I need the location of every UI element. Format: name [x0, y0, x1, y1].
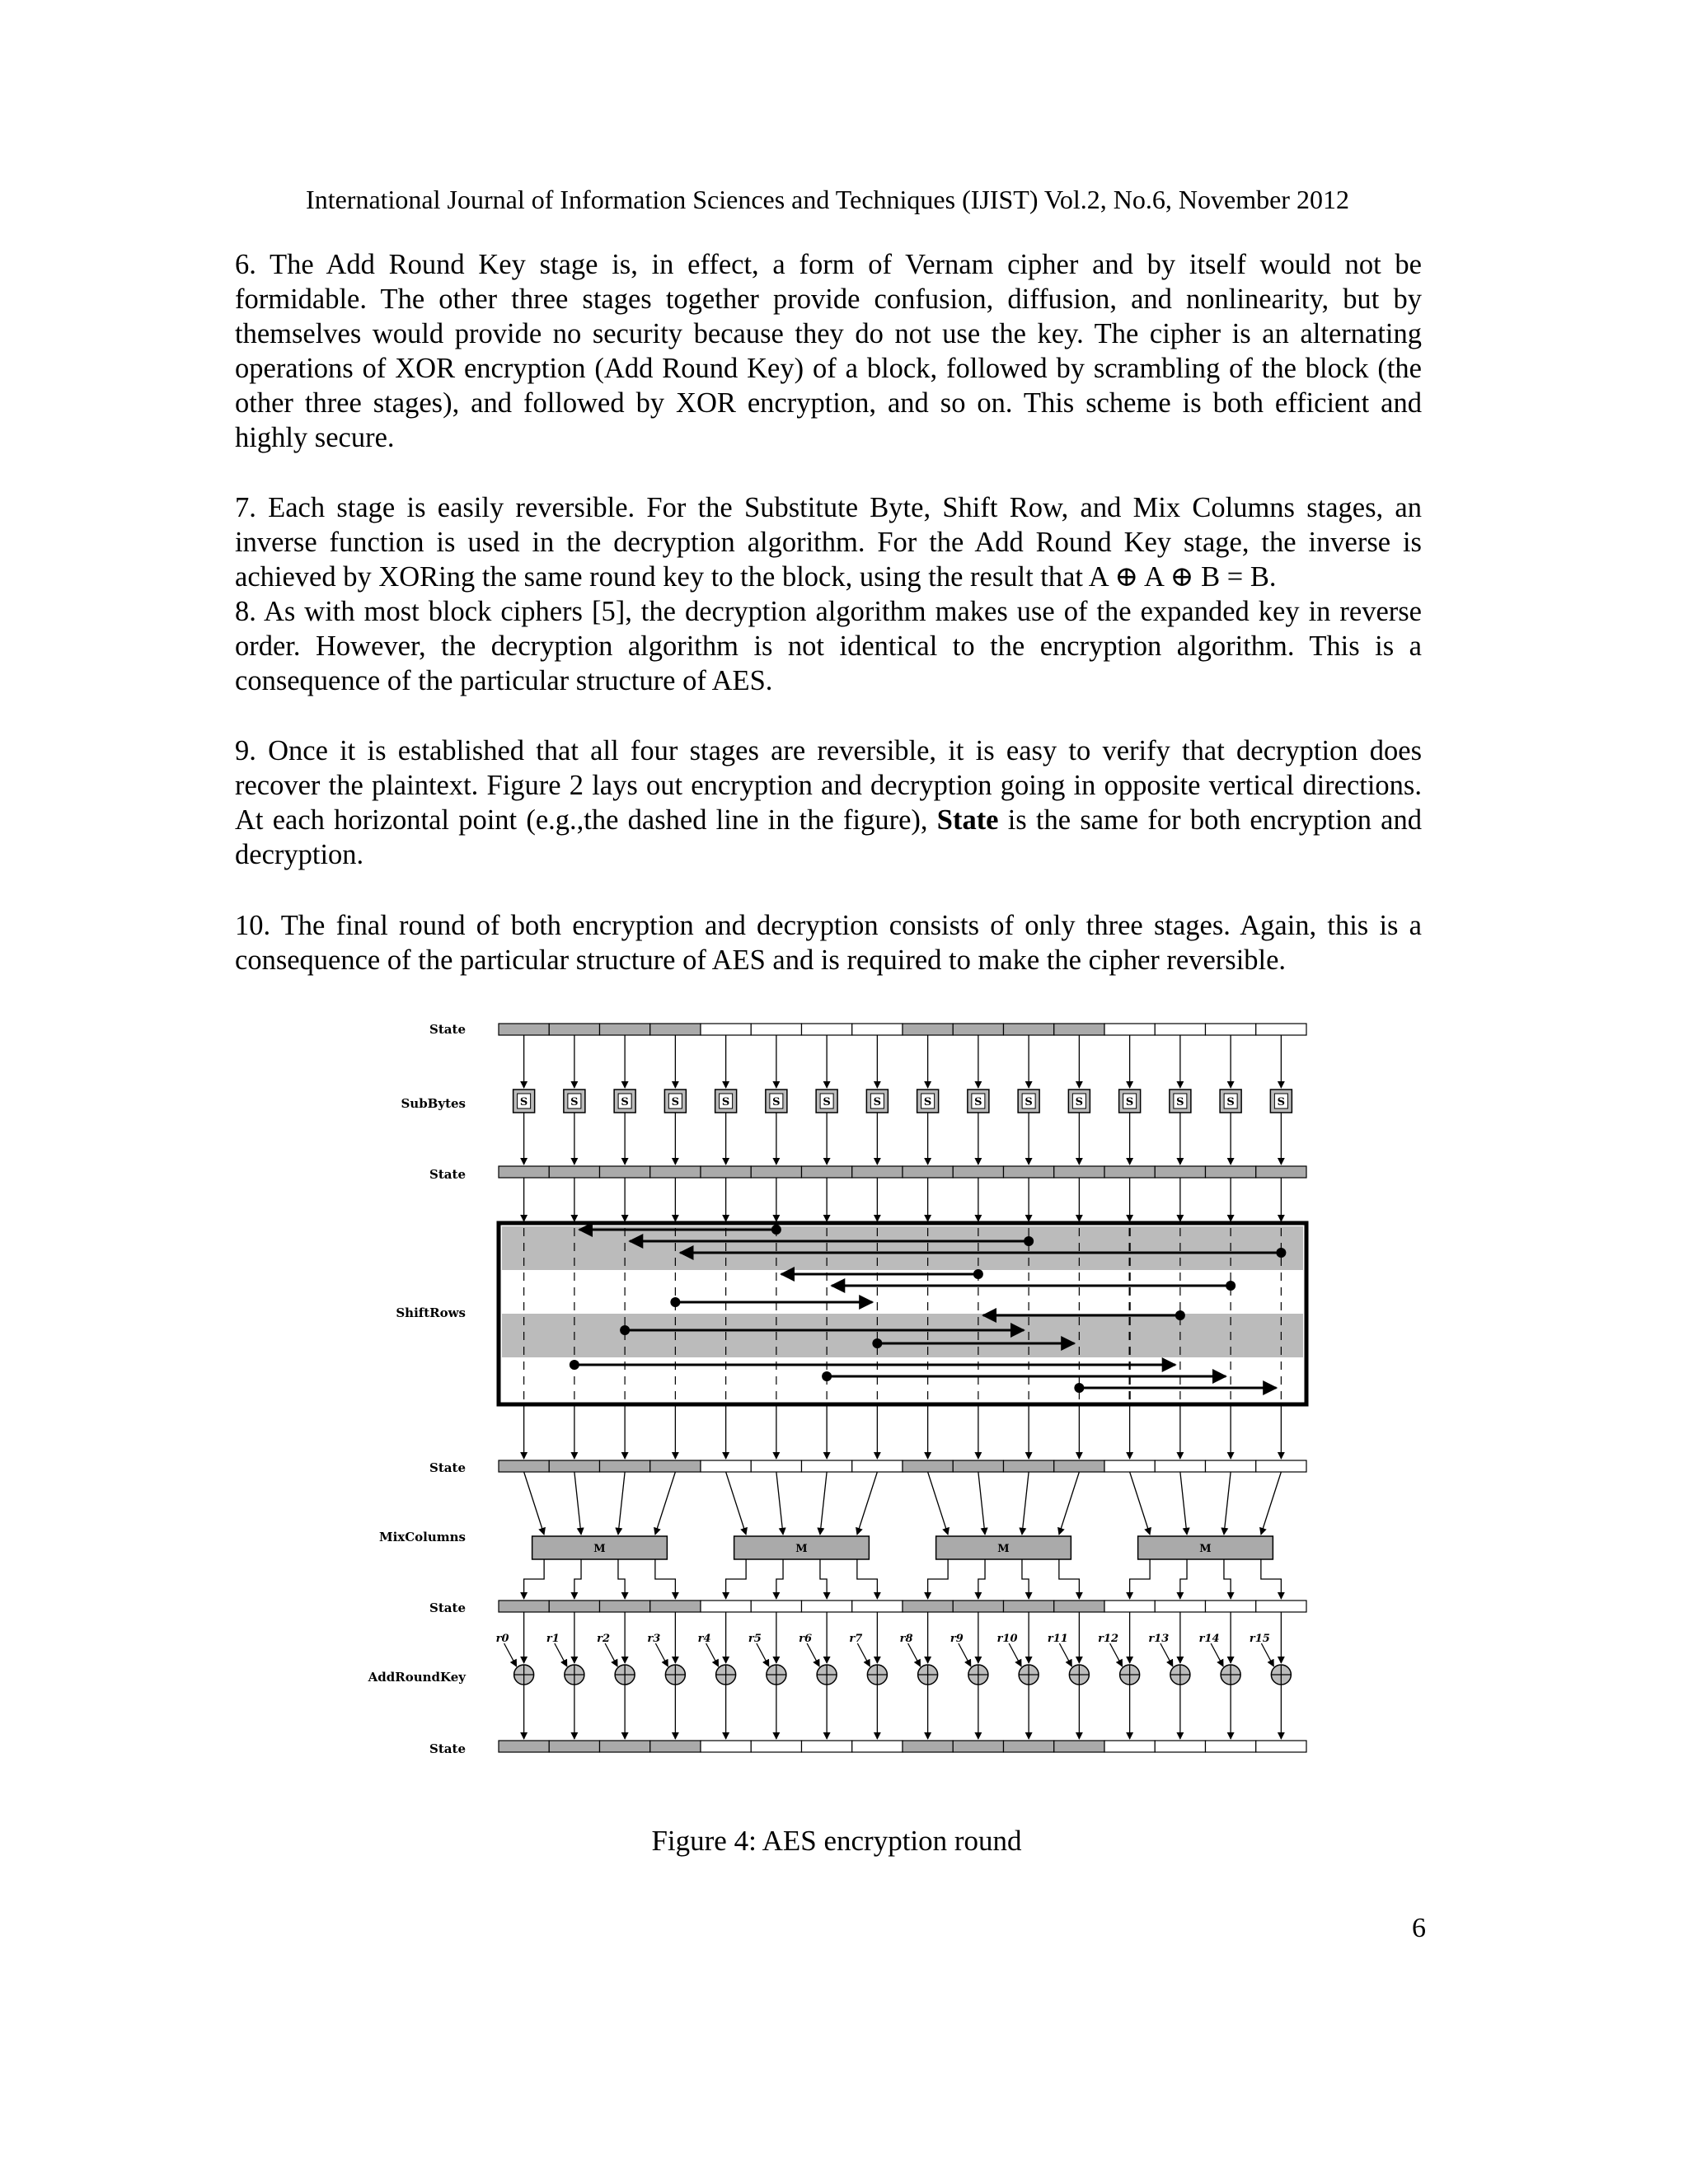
mix-out-0-0 [524, 1559, 545, 1599]
shift-dot-5 [670, 1297, 680, 1307]
state-cell-4-6 [802, 1601, 852, 1612]
diagram-elements [496, 1024, 1306, 1752]
state-cell-1-8 [903, 1024, 953, 1035]
state-cell-5-11 [1054, 1741, 1104, 1752]
sbox-label-11: S [1075, 1096, 1084, 1108]
round-key-label-11: r11 [1047, 1633, 1068, 1645]
state-cell-5-7 [852, 1741, 903, 1752]
state-cell-2-6 [802, 1166, 852, 1178]
key-arrow-4 [706, 1643, 719, 1666]
shiftrows-band-0 [502, 1226, 1303, 1270]
sbox-label-4: S [721, 1096, 730, 1108]
state-cell-4-7 [852, 1601, 903, 1612]
state-cell-2-11 [1054, 1166, 1104, 1178]
state-cell-4-0 [499, 1601, 549, 1612]
state-cell-2-0 [499, 1166, 549, 1178]
state-cell-5-1 [549, 1741, 599, 1752]
state-cell-1-9 [953, 1024, 1003, 1035]
mix-out-0-2 [618, 1559, 625, 1599]
state-cell-3-11 [1054, 1460, 1104, 1472]
label-subbytes: SubBytes [401, 1096, 466, 1111]
mix-in-2-3 [1059, 1472, 1080, 1535]
shift-dot-8 [872, 1338, 882, 1348]
state-cell-5-15 [1256, 1741, 1306, 1752]
paragraph-9-text-b: is the same for both encryption and decryption. [235, 804, 1422, 870]
key-arrow-6 [807, 1643, 819, 1666]
round-key-label-6: r6 [799, 1633, 813, 1645]
round-key-label-9: r9 [950, 1633, 964, 1645]
state-cell-1-15 [1256, 1024, 1306, 1035]
state-cell-2-5 [751, 1166, 801, 1178]
state-cell-4-5 [751, 1601, 801, 1612]
key-arrow-5 [757, 1643, 769, 1666]
shift-dot-4 [1226, 1281, 1236, 1291]
round-key-label-12: r12 [1098, 1633, 1119, 1645]
state-cell-5-5 [751, 1741, 801, 1752]
shift-dot-6 [1175, 1310, 1185, 1320]
sbox-label-14: S [1226, 1096, 1235, 1108]
round-key-label-5: r5 [748, 1633, 762, 1645]
state-cell-1-11 [1054, 1024, 1104, 1035]
state-cell-5-3 [650, 1741, 701, 1752]
sbox-label-9: S [974, 1096, 982, 1108]
key-arrow-0 [504, 1643, 517, 1666]
mix-in-3-1 [1180, 1472, 1187, 1535]
key-arrow-2 [605, 1643, 617, 1666]
sbox-label-15: S [1277, 1096, 1286, 1108]
paragraph-9-text-a: 9. Once it is established that all four stages are reversible, it is easy to verify that decryption does recover the plaintext. Figure 2 lays out encryption and decryption going in opposite vertical directions. At each horizontal point (e.g.,the dashed line in the figure), [235, 735, 1422, 836]
sbox-label-2: S [621, 1096, 629, 1108]
mix-in-3-0 [1130, 1472, 1151, 1535]
mix-in-3-2 [1224, 1472, 1231, 1535]
round-key-label-10: r10 [996, 1633, 1018, 1645]
sbox-label-10: S [1025, 1096, 1033, 1108]
state-cell-3-5 [751, 1460, 801, 1472]
mix-in-1-3 [857, 1472, 878, 1535]
page-number: 6 [1412, 1913, 1426, 1943]
round-key-label-1: r1 [546, 1633, 560, 1645]
state-cell-2-12 [1104, 1166, 1155, 1178]
state-cell-1-1 [549, 1024, 599, 1035]
paragraph-7: 7. Each stage is easily reversible. For the Substitute Byte, Shift Row, and Mix Columns stages, an inverse function is used in the decryption algorithm. For the Add Round Key stage, the inverse is achieved by XORing the same round key to the block, using the result that A ⊕ A ⊕ B = B. [235, 492, 1422, 593]
state-cell-1-14 [1206, 1024, 1256, 1035]
round-key-label-13: r13 [1148, 1633, 1170, 1645]
sbox-label-12: S [1125, 1096, 1134, 1108]
shift-dot-2 [1276, 1248, 1286, 1258]
paragraph-6: 6. The Add Round Key stage is, in effect, a form of Vernam cipher and by itself would not be formidable. The other three stages together provide confusion, diffusion, and nonlinearity, but by themselves would provide no security because they do not use the key. The cipher is an alternating operations of XOR encryption (Add Round Key) of a block, followed by scrambling of the block (the other three stages), and followed by XOR encryption, and so on. This scheme is both efficient and highly secure. [235, 249, 1422, 453]
state-cell-2-1 [549, 1166, 599, 1178]
state-cell-1-7 [852, 1024, 903, 1035]
state-cell-1-12 [1104, 1024, 1155, 1035]
state-cell-4-12 [1104, 1601, 1155, 1612]
key-arrow-9 [959, 1643, 971, 1666]
paragraph-9 [235, 733, 1422, 872]
mixcolumns-label-2: M [997, 1543, 1010, 1555]
figure-caption: Figure 4: AES encryption round [651, 1825, 1022, 1857]
round-key-label-7: r7 [849, 1633, 863, 1645]
state-cell-4-14 [1206, 1601, 1256, 1612]
state-cell-5-0 [499, 1741, 549, 1752]
sbox-label-0: S [519, 1096, 528, 1108]
key-arrow-7 [857, 1643, 870, 1666]
state-cell-5-9 [953, 1741, 1003, 1752]
mixcolumns-label-0: M [593, 1543, 606, 1555]
mix-out-2-2 [1022, 1559, 1029, 1599]
state-cell-2-14 [1206, 1166, 1256, 1178]
state-cell-4-9 [953, 1601, 1003, 1612]
key-arrow-3 [655, 1643, 668, 1666]
state-cell-4-13 [1155, 1601, 1205, 1612]
state-cell-5-12 [1104, 1741, 1155, 1752]
state-cell-1-6 [802, 1024, 852, 1035]
state-cell-3-10 [1004, 1460, 1054, 1472]
mix-out-3-3 [1261, 1559, 1282, 1599]
shiftrows-band-2 [502, 1314, 1303, 1357]
label-addroundkey: AddRoundKey [368, 1670, 466, 1685]
state-cell-2-3 [650, 1166, 701, 1178]
state-cell-5-4 [701, 1741, 751, 1752]
mix-out-1-0 [726, 1559, 747, 1599]
mix-out-0-3 [655, 1559, 676, 1599]
state-cell-3-8 [903, 1460, 953, 1472]
state-cell-3-12 [1104, 1460, 1155, 1472]
key-arrow-15 [1261, 1643, 1273, 1666]
state-cell-3-13 [1155, 1460, 1205, 1472]
shift-dot-10 [822, 1371, 832, 1381]
state-cell-3-3 [650, 1460, 701, 1472]
state-cell-1-4 [701, 1024, 751, 1035]
state-cell-4-4 [701, 1601, 751, 1612]
mix-in-1-2 [820, 1472, 827, 1535]
key-arrow-13 [1160, 1643, 1173, 1666]
mixcolumns-label-3: M [1199, 1543, 1212, 1555]
state-cell-4-1 [549, 1601, 599, 1612]
state-cell-1-13 [1155, 1024, 1205, 1035]
mix-in-0-0 [524, 1472, 545, 1535]
state-cell-3-2 [600, 1460, 650, 1472]
paragraph-10: 10. The final round of both encryption and decryption consists of only three stages. Again, this is a consequence of the particular structure of AES and is required to make the cipher reversible. [235, 910, 1422, 976]
aes-round-figure [354, 1015, 1323, 1790]
state-cell-2-13 [1155, 1166, 1205, 1178]
key-arrow-10 [1009, 1643, 1021, 1666]
mix-out-2-1 [978, 1559, 985, 1599]
key-arrow-14 [1211, 1643, 1223, 1666]
mix-out-1-2 [820, 1559, 827, 1599]
round-key-label-3: r3 [647, 1633, 661, 1645]
sbox-label-1: S [570, 1096, 579, 1108]
state-cell-3-4 [701, 1460, 751, 1472]
state-cell-4-3 [650, 1601, 701, 1612]
state-cell-3-9 [953, 1460, 1003, 1472]
state-cell-3-1 [549, 1460, 599, 1472]
mix-out-1-3 [857, 1559, 878, 1599]
shift-dot-1 [1024, 1236, 1034, 1246]
key-arrow-1 [555, 1643, 567, 1666]
state-cell-5-13 [1155, 1741, 1205, 1752]
mix-out-2-0 [928, 1559, 949, 1599]
key-arrow-8 [908, 1643, 921, 1666]
mix-in-1-1 [776, 1472, 783, 1535]
label-state-5: State [429, 1741, 466, 1756]
state-cell-5-8 [903, 1741, 953, 1752]
mixcolumns-label-1: M [795, 1543, 808, 1555]
state-cell-1-5 [751, 1024, 801, 1035]
key-arrow-11 [1059, 1643, 1071, 1666]
mix-in-2-1 [978, 1472, 985, 1535]
state-cell-1-10 [1004, 1024, 1054, 1035]
shift-dot-3 [973, 1269, 983, 1279]
mix-out-0-1 [574, 1559, 581, 1599]
state-cell-3-6 [802, 1460, 852, 1472]
aes-round-diagram [354, 1015, 1323, 1790]
state-cell-4-8 [903, 1601, 953, 1612]
label-mixcolumns: MixColumns [378, 1530, 466, 1544]
journal-header: International Journal of Information Sciences and Techniques (IJIST) Vol.2, No.6, November 2012 [306, 185, 1349, 214]
mix-in-1-0 [726, 1472, 747, 1535]
sbox-label-5: S [772, 1096, 781, 1108]
mix-out-2-3 [1059, 1559, 1080, 1599]
mix-in-2-0 [928, 1472, 949, 1535]
round-key-label-14: r14 [1198, 1633, 1220, 1645]
shift-dot-0 [771, 1225, 781, 1235]
shift-dot-9 [570, 1360, 579, 1370]
state-cell-1-3 [650, 1024, 701, 1035]
state-cell-3-0 [499, 1460, 549, 1472]
label-state-2: State [429, 1167, 466, 1182]
shift-dot-7 [620, 1325, 630, 1335]
state-cell-4-11 [1054, 1601, 1104, 1612]
mix-out-1-1 [776, 1559, 783, 1599]
sbox-label-3: S [671, 1096, 680, 1108]
sbox-label-8: S [923, 1096, 932, 1108]
sbox-label-13: S [1176, 1096, 1184, 1108]
state-cell-2-10 [1004, 1166, 1054, 1178]
state-cell-4-10 [1004, 1601, 1054, 1612]
state-cell-2-8 [903, 1166, 953, 1178]
state-cell-5-14 [1206, 1741, 1256, 1752]
round-key-label-0: r0 [495, 1633, 509, 1645]
state-cell-4-15 [1256, 1601, 1306, 1612]
shiftrows-band-1 [502, 1270, 1303, 1314]
state-cell-3-15 [1256, 1460, 1306, 1472]
state-cell-5-6 [802, 1741, 852, 1752]
state-cell-1-2 [600, 1024, 650, 1035]
round-key-label-4: r4 [697, 1633, 711, 1645]
state-cell-2-4 [701, 1166, 751, 1178]
paragraph-8: 8. As with most block ciphers [5], the decryption algorithm makes use of the expanded key in reverse order. However, the decryption algorithm is not identical to the encryption algorithm. This is a consequence of the particular structure of AES. [235, 596, 1422, 696]
state-cell-2-15 [1256, 1166, 1306, 1178]
state-cell-5-10 [1004, 1741, 1054, 1752]
mix-out-3-1 [1180, 1559, 1187, 1599]
sbox-label-6: S [823, 1096, 831, 1108]
round-key-label-15: r15 [1249, 1633, 1270, 1645]
state-cell-5-2 [600, 1741, 650, 1752]
state-cell-3-14 [1206, 1460, 1256, 1472]
key-arrow-12 [1110, 1643, 1123, 1666]
shift-dot-11 [1074, 1383, 1084, 1393]
mix-in-0-1 [574, 1472, 581, 1535]
mix-in-2-2 [1022, 1472, 1029, 1535]
label-state-4: State [429, 1601, 466, 1615]
mix-in-0-2 [618, 1472, 625, 1535]
label-shiftrows: ShiftRows [396, 1305, 466, 1320]
state-cell-4-2 [600, 1601, 650, 1612]
state-cell-1-0 [499, 1024, 549, 1035]
sbox-label-7: S [873, 1096, 882, 1108]
label-state-1: State [429, 1022, 466, 1037]
label-state-3: State [429, 1460, 466, 1475]
round-key-label-8: r8 [899, 1633, 913, 1645]
round-key-label-2: r2 [597, 1633, 611, 1645]
paragraph-9-bold-state: State [936, 804, 999, 836]
state-cell-2-7 [852, 1166, 903, 1178]
mix-in-0-3 [655, 1472, 676, 1535]
mix-out-3-2 [1224, 1559, 1231, 1599]
mix-in-3-3 [1261, 1472, 1282, 1535]
state-cell-2-2 [600, 1166, 650, 1178]
mix-out-3-0 [1130, 1559, 1151, 1599]
state-cell-2-9 [953, 1166, 1003, 1178]
state-cell-3-7 [852, 1460, 903, 1472]
